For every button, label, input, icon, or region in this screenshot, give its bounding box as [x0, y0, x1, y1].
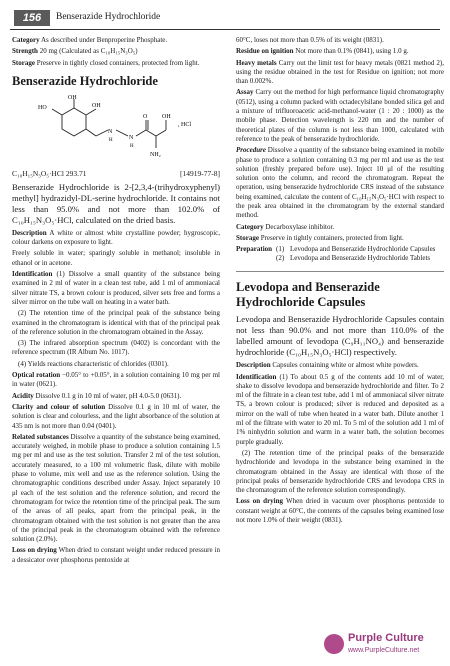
- label-h-1: H: [109, 137, 113, 143]
- section-divider: [236, 271, 444, 272]
- identification-3: (3) The infrared absorption spectrum (0402) is concordant with the reference spectrum (IR Album No. 1017).: [12, 339, 220, 357]
- left-column: [12, 36, 220, 567]
- label-o: O: [143, 113, 148, 120]
- identification-2: (2) The retention time of the principal peak of the substance being examined in the chromatogram is identical with that of the principal peak of the reference solution in the chromatogram obtained in the Assay.: [12, 309, 220, 336]
- loss-on-drying-continued: 60°C, loses not more than 0.5% of its weight (0831).: [236, 36, 384, 44]
- identification-entry: Identification (1) Dissolve a small quantity of the substance being examined in 2 ml of water in a clean test tube, add 1 ml of ammoniacal silver nitrate TS, a brown colour is produced, silver sets free and forms a silver mirror on the tube wall on heating in a water bath.: [12, 270, 220, 306]
- formula-line: [12, 169, 220, 178]
- watermark-url: www.PurpleCulture.net: [348, 647, 420, 654]
- monograph-title: Benserazide Hydrochloride: [12, 73, 158, 88]
- storage-entry: Storage Preserve in tightly closed containers, protected from light.: [12, 58, 200, 67]
- optical-rotation-entry: Optical rotation −0.05° to +0.05°, in a solution containing 10 mg per ml in water (0621).: [12, 371, 220, 389]
- watermark-logo: [324, 632, 444, 660]
- identification-4: (4) Yields reactions characteristic of chlorides (0301).: [18, 359, 169, 368]
- heavy-metals-entry: Heavy metals Carry out the limit test for heavy metals (0821 method 2), using the residue obtained in the test for Residue on ignition; not more than 0.002%.: [236, 58, 445, 86]
- cas-number: [14919-77-8]: [180, 168, 220, 178]
- watermark-icon: [324, 634, 344, 654]
- label-n-2: N: [129, 134, 134, 141]
- category-entry-right: Category Decarboxylase inhibitor.: [236, 222, 335, 231]
- label-h-2: H: [130, 143, 134, 149]
- intro-paragraph-2: Levodopa and Benserazide Hydrochloride Capsules contain not less than 90.0% and not more than 110.0% of the labelled amount of levodopa (C₉H₁₁NO₄) and benserazide hydrochloride (C₁₀H₁₅N₃O₅·HCl) respectively.: [236, 314, 444, 358]
- label-oh-right: OH: [92, 102, 101, 109]
- assay-entry: Assay Carry out the method for high performance liquid chromatography (0512), using a column packed with octadecylsilane bonded silica gel and a mixture of trifluoroacetic acid-methanol-water (1 : 20 : 1000) as the mobile phase. Detection wavelength is 220 nm and the number of theoretical plates of the column is not less than 1000, calculated with reference to the peak of benserazide hydrochloride.: [236, 88, 444, 143]
- acidity-entry: Acidity Dissolve 0.1 g in 10 ml of water, pH 4.0-5.0 (0631).: [12, 391, 182, 400]
- related-substances-entry: Related substances Dissolve a quantity of the substance being examined, accurately weighed, in mobile phase to produce a solution containing 1.5 mg per ml and use as the test solution. Transfer 2 ml of the test solution, accurately measured, to a 100 ml volumetric flask, dilute with mobile phase to volume, mix well and use as the reference solution. Using the chromatographic conditions described under Assay. Inject separately 10 μl each of the test solution and the reference solution, and record the chromatogram for twice the retention time of the principal peak. The sum of the areas of all peaks, apart from the principal peak, in the chromatogram obtained with the test solution is not greater than the area of the principal peak in the chromatogram obtained with the reference solution (2.0%).: [12, 432, 220, 544]
- preparation-entry: Preparation (1) Levodopa and Benserazide Hydrochloride Capsules (2) Levodopa and Benserazide Hydrochloride Tablets: [236, 245, 444, 263]
- label-n-1: N: [108, 128, 113, 135]
- clarity-entry: Clarity and colour of solution Dissolve 0.1 g in 10 ml of water, the solution is clear and colourless, and the light absorbance of the solution at 435 nm is not more than 0.04 (0401).: [12, 402, 221, 430]
- chemical-structure: [12, 93, 220, 167]
- label-hcl: , HCl: [178, 121, 192, 128]
- category-entry: Category As described under Benproperine Phosphate.: [12, 36, 168, 44]
- residue-entry: Residue on ignition Not more than 0.1% (0841), using 1.0 g.: [236, 47, 409, 56]
- description-entry-2: Description Capsules containing white or almost white powders.: [236, 361, 419, 370]
- label-nh2: NH₂: [150, 151, 161, 158]
- molecular-formula: C₁₀H₁₅N₃O₅·HCl 293.71: [12, 168, 87, 178]
- description-entry: Description A white or almost white crystalline powder; hygroscopic, colour darkens on exposure to light.: [12, 228, 220, 247]
- watermark-text: Purple Culture: [348, 632, 424, 644]
- label-oh-top: OH: [68, 94, 77, 101]
- label-oh-chain: OH: [162, 113, 171, 120]
- label-ho-left: HO: [38, 104, 47, 111]
- preparation-item: (1) Levodopa and Benserazide Hydrochloride Capsules: [276, 245, 436, 254]
- storage-entry-right: Storage Preserve in tightly containers, protected from light.: [236, 233, 404, 242]
- page-number: 156: [14, 10, 50, 26]
- loss-on-drying-entry: Loss on drying When dried to constant weight under reduced pressure in a dessicator over phosphorus pentoxide at: [12, 546, 220, 564]
- strength-entry: Strength 20 mg (Calculated as C₁₀H₁₅N₃O₅): [12, 47, 138, 56]
- right-column: [236, 36, 444, 527]
- preparation-item: (2) Levodopa and Benserazide Hydrochloride Tablets: [276, 254, 431, 263]
- procedure-entry: Procedure Dissolve a quantity of the substance being examined in mobile phase to produce a solution containing 0.3 mg per ml and use as the test solution (freshly prepared before use). Inject 10 μl of the resulting solution onto the column, and record the chromatogram. Repeat the operation, using benserazide hydrochloride CRS instead of the substance being examined, calculate the content of C₁₀H₁₅N₃O₅·HCl with respect to the peak area obtained in the chromatogram by the external standard method.: [236, 146, 444, 220]
- structure-diagram: [32, 93, 202, 167]
- identification-entry-2: Identification (1) To about 0.5 g of the contents add 10 ml of water, shake to dissolve levodopa and benserazide hydrochloride and filter. To 2 ml of the filtrate in a clean test tube, add 1 ml of ammoniacal silver nitrate TS, a brown colour is produced; silver is reduced and deposited as a mirror on the wall of tube when heated in a water bath. Dilute another 1 ml of the filtrate with water to 20 ml. To 5 ml of the solution add 1 ml of 1% ninhydrin solution and warm in a water bath, the solution becomes purple gradually.: [236, 372, 444, 446]
- intro-paragraph: Benserazide Hydrochloride is 2-[2,3,4-(trihydroxyphenyl) methyl] hydrazidyl-DL-serine hydrochloride. It contains not less than 95.0% and not more than 102.0% of C₁₀H₁₅N₃O₅·HCl, calculated on the dried basis.: [12, 181, 220, 225]
- monograph-title-2: Levodopa and Benserazide Hydrochloride Capsules: [236, 280, 380, 310]
- identification-2-2: (2) The retention time of the principal peaks of the benserazide hydrochloride and levodopa in the substance being examined in the chromatogram obtained in the Assay are identical with those of the principal peaks of benserazide hydrochloride CRS and levodopa CRS in the chromatogram of the reference solution correspondingly.: [236, 448, 444, 495]
- solubility-entry: Freely soluble in water; sparingly soluble in methanol; insoluble in ethanol or in acetone.: [12, 249, 220, 267]
- loss-on-drying-entry-2: Loss on drying When dried in vacuum over phosphorus pentoxide to constant weight at 60°C, the contents of the capsules being examined lose not more 1.0% of their weight (0831).: [236, 497, 445, 524]
- page-header: [10, 8, 440, 30]
- running-title: Benserazide Hydrochloride: [56, 12, 161, 22]
